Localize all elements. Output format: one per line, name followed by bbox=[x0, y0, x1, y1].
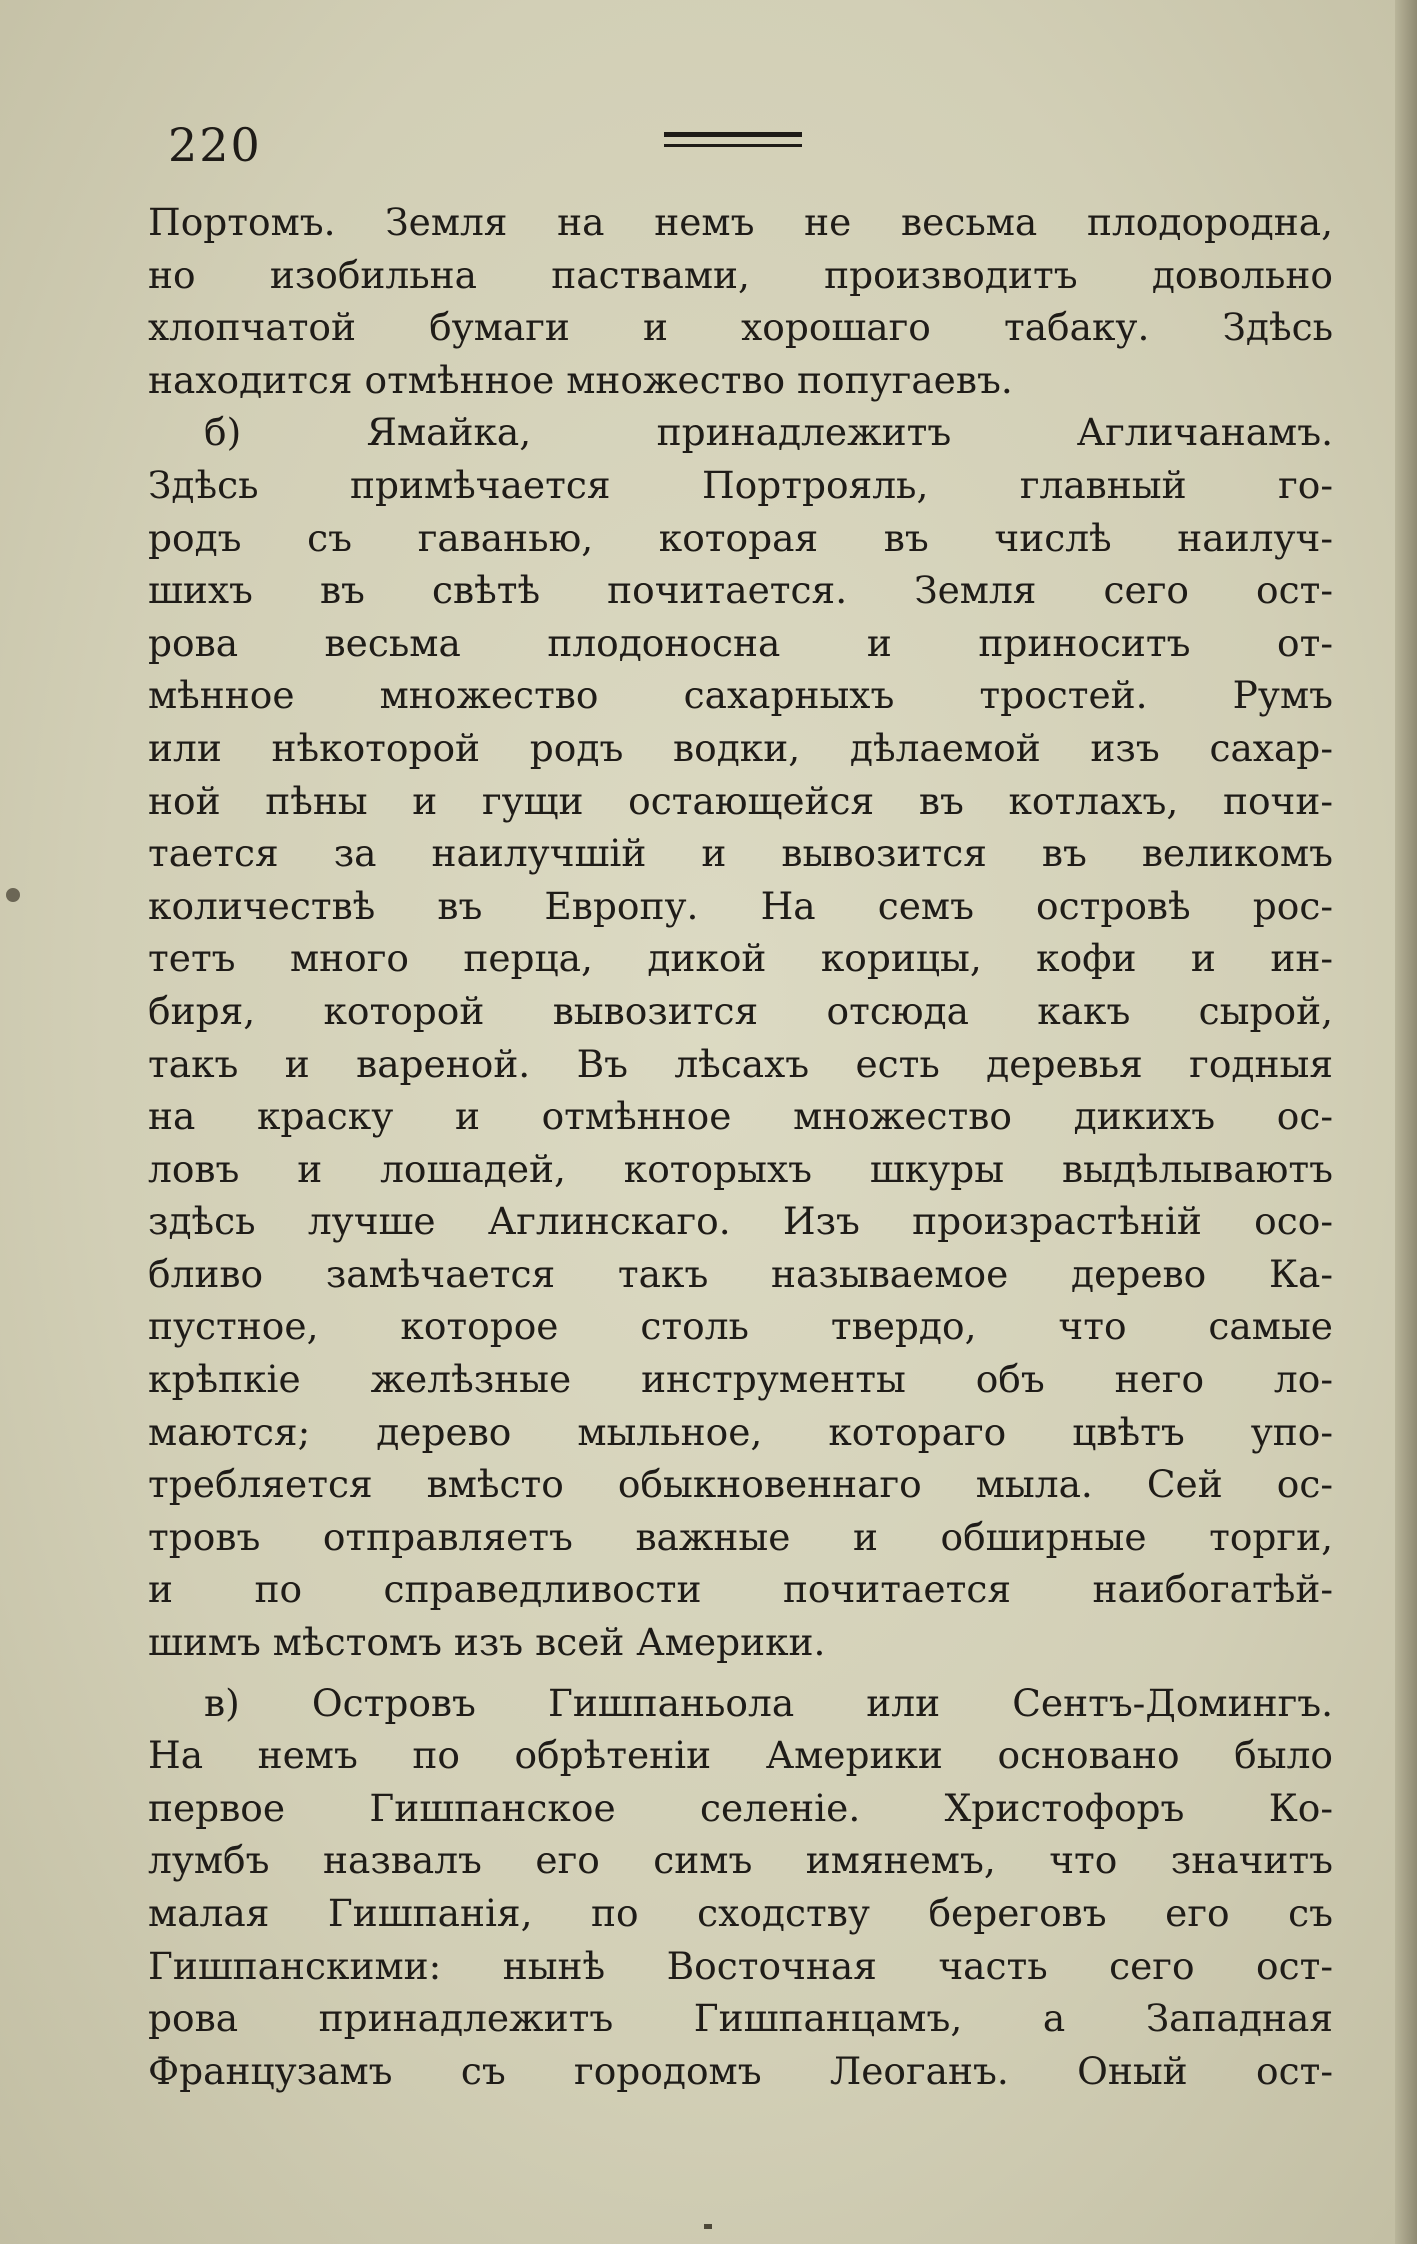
text-line: биря, которой вывозится отсюда какъ сырой, bbox=[148, 988, 1333, 1033]
text-line: Здѣсь примѣчается Портрояль, главный го- bbox=[148, 462, 1333, 507]
text-line: или нѣкоторой родъ водки, дѣлаемой изъ сахар- bbox=[148, 725, 1333, 770]
text-line: тровъ отправляетъ важные и обширные торги, bbox=[148, 1514, 1333, 1559]
text-line: Портомъ. Земля на немъ не весьма плодородна, bbox=[148, 200, 1333, 244]
header-rule bbox=[664, 132, 802, 137]
text-line: Гишпанскими: нынѣ Восточная часть сего ост- bbox=[148, 1943, 1333, 1988]
text-line: малая Гишпанія, по сходству береговъ его съ bbox=[148, 1891, 1333, 1935]
text-line: на краску и отмѣнное множество дикихъ ос- bbox=[148, 1094, 1333, 1139]
text-line: крѣпкіе желѣзные инструменты объ него ло- bbox=[148, 1357, 1333, 1402]
header-rule-thin bbox=[664, 144, 802, 147]
text-line: лумбъ назвалъ его симъ имянемъ, что значитъ bbox=[148, 1838, 1333, 1883]
text-line: но изобильна паствами, производитъ довольно bbox=[148, 252, 1333, 297]
page-number: 220 bbox=[168, 118, 262, 172]
text-line: рова весьма плодоносна и приноситъ от- bbox=[148, 620, 1333, 665]
page-header bbox=[168, 118, 1348, 178]
text-line: количествѣ въ Европу. На семъ островѣ рос- bbox=[148, 883, 1333, 928]
text-line: ловъ и лошадей, которыхъ шкуры выдѣлываютъ bbox=[148, 1146, 1333, 1191]
body-text bbox=[148, 196, 1333, 2097]
text-line: бливо замѣчается такъ называемое дерево Ка- bbox=[148, 1251, 1333, 1296]
text-line: тается за наилучшій и вывозится въ великомъ bbox=[148, 831, 1333, 876]
text-line: мѣнное множество сахарныхъ тростей. Румъ bbox=[148, 673, 1333, 718]
text-line: в) Островъ Гишпаньола или Сентъ-Домингъ. bbox=[204, 1680, 1333, 1725]
text-line: шимъ мѣстомъ изъ всей Америки. bbox=[148, 1620, 826, 1665]
text-line: первое Гишпанское селеніе. Христофоръ Ко- bbox=[148, 1785, 1333, 1830]
text-line: здѣсь лучше Аглинскаго. Изъ произрастѣній осо- bbox=[148, 1199, 1333, 1244]
text-line: хлопчатой бумаги и хорошаго табаку. Здѣсь bbox=[148, 305, 1333, 350]
paper-speck bbox=[704, 2224, 712, 2229]
text-line: и по справедливости почитается наибогатѣй- bbox=[148, 1567, 1333, 1612]
text-line: такъ и вареной. Въ лѣсахъ есть деревья годныя bbox=[148, 1041, 1333, 1086]
text-line: На немъ по обрѣтеніи Америки основано было bbox=[148, 1733, 1333, 1778]
text-line: находится отмѣнное множество попугаевъ. bbox=[148, 357, 1013, 402]
text-line: ной пѣны и гущи остающейся въ котлахъ, почи- bbox=[148, 778, 1333, 823]
text-line: тетъ много перца, дикой корицы, кофи и ин- bbox=[148, 936, 1333, 981]
text-line: шихъ въ свѣтѣ почитается. Земля сего ост- bbox=[148, 568, 1333, 613]
text-line: родъ съ гаванью, которая въ числѣ наилуч- bbox=[148, 515, 1333, 560]
text-line: требляется вмѣсто обыкновеннаго мыла. Сей ос- bbox=[148, 1462, 1333, 1507]
text-line: рова принадлежитъ Гишпанцамъ, а Западная bbox=[148, 1996, 1333, 2041]
page-edge-shadow bbox=[1395, 0, 1417, 2244]
paper-spot bbox=[6, 888, 20, 902]
text-line: Французамъ съ городомъ Леоганъ. Оный ост- bbox=[148, 2048, 1333, 2093]
text-line: пустное, которое столь твердо, что самые bbox=[148, 1304, 1333, 1349]
text-line: б) Ямайка, принадлежитъ Агличанамъ. bbox=[204, 410, 1333, 455]
text-line: маются; дерево мыльное, котораго цвѣтъ упо- bbox=[148, 1409, 1333, 1454]
